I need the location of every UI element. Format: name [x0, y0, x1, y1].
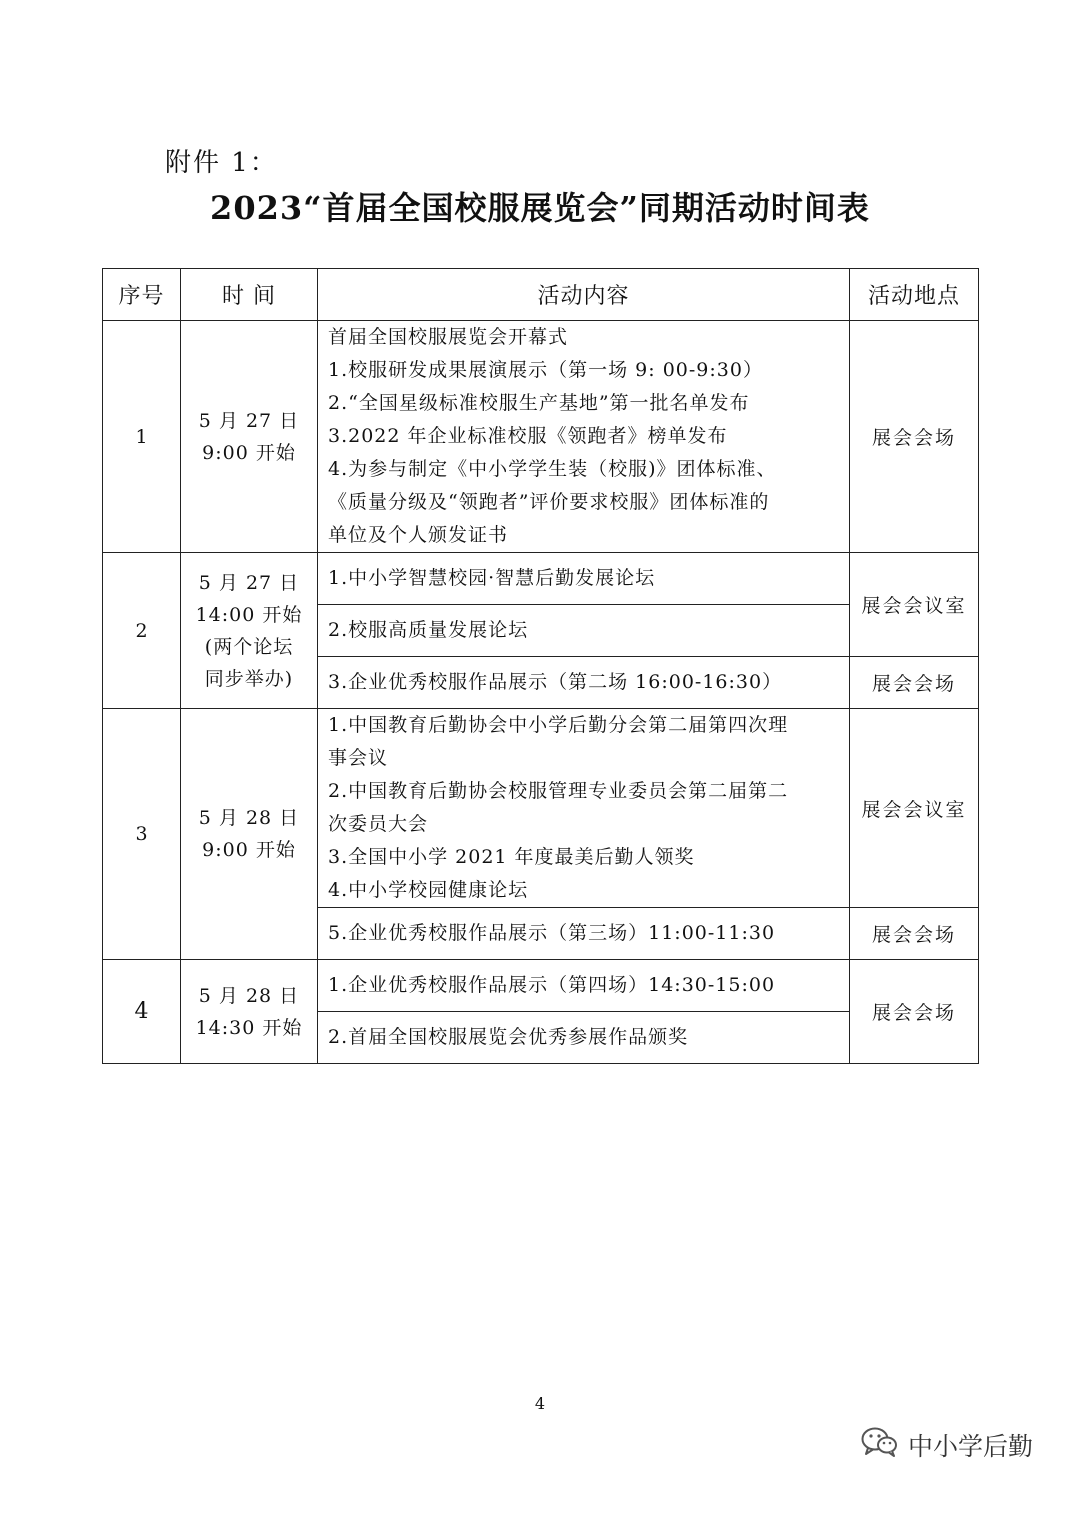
- activity-line: 4.为参与制定《中小学学生装（校服)》团体标准、: [328, 458, 777, 480]
- activity-line: 2.中国教育后勤协会校服管理专业委员会第二届第二: [328, 780, 789, 802]
- activity-line: 1.校服研发成果展演展示（第一场 9: 00-9:30）: [328, 359, 763, 381]
- place-cell: 展会会场: [850, 908, 979, 960]
- activity-cell: [318, 908, 850, 960]
- time-line: 同步举办): [204, 667, 294, 690]
- seq-cell: 3: [103, 709, 181, 960]
- attachment-label: 附件 1：: [165, 148, 278, 178]
- activity-line: 5.企业优秀校服作品展示（第三场）11:00-11:30: [328, 922, 776, 944]
- time-line: 14:30 开始: [195, 1016, 303, 1039]
- activity-cell: [318, 553, 850, 605]
- table-row: [103, 553, 979, 605]
- time-line: 5 月 28 日: [198, 984, 300, 1007]
- place-cell: 展会会议室: [850, 709, 979, 908]
- time-line: 5 月 27 日: [198, 409, 300, 432]
- place-cell: 展会会场: [850, 321, 979, 553]
- activity-line: 次委员大会: [328, 813, 429, 835]
- activity-line: 3.2022 年企业标准校服《领跑者》榜单发布: [328, 425, 728, 447]
- activity-cell: [318, 1012, 850, 1064]
- activity-line: 《质量分级及“领跑者”评价要求校服》团体标准的: [328, 491, 770, 513]
- table-row: [103, 709, 979, 908]
- time-line: 9:00 开始: [202, 839, 296, 861]
- time-line: 5 月 27 日: [198, 571, 300, 594]
- seq-cell: 1: [103, 321, 181, 553]
- activity-line: 2.校服高质量发展论坛: [328, 619, 529, 641]
- activity-schedule-table: [102, 268, 979, 1064]
- activity-cell: [318, 605, 850, 657]
- activity-cell: [318, 709, 850, 908]
- activity-cell: [318, 960, 850, 1012]
- activity-line: 3.企业优秀校服作品展示（第二场 16:00-16:30）: [328, 671, 783, 693]
- seq-cell: 4: [103, 960, 181, 1064]
- place-cell: 展会会场: [850, 657, 979, 709]
- time-line: 5 月 28 日: [198, 807, 300, 829]
- time-cell: [181, 960, 318, 1064]
- header-place: 活动地点: [850, 269, 979, 321]
- place-cell: 展会会议室: [850, 553, 979, 657]
- watermark: [860, 1425, 1033, 1465]
- activity-line: 单位及个人颁发证书: [328, 524, 509, 546]
- activity-line: 事会议: [328, 747, 389, 769]
- place-cell: 展会会场: [850, 960, 979, 1064]
- header-seq: 序号: [103, 269, 181, 321]
- activity-cell: [318, 657, 850, 709]
- wechat-icon: [860, 1425, 900, 1465]
- table-row: [103, 960, 979, 1012]
- time-cell: [181, 709, 318, 960]
- activity-line: 2.“全国星级标准校服生产基地”第一批名单发布: [328, 392, 750, 414]
- header-time: 时 间: [181, 269, 318, 321]
- time-cell: [181, 321, 318, 553]
- page-number: 4: [534, 1394, 546, 1413]
- watermark-text: 中小学后勤: [908, 1432, 1034, 1461]
- seq-cell: 2: [103, 553, 181, 709]
- time-line: (两个论坛: [204, 635, 294, 658]
- activity-line: 1.中小学智慧校园·智慧后勤发展论坛: [328, 567, 656, 589]
- activity-line: 2.首届全国校服展览会优秀参展作品颁奖: [328, 1026, 689, 1048]
- activity-line: 4.中小学校园健康论坛: [328, 879, 529, 901]
- activity-line: 首届全国校服展览会开幕式: [328, 326, 569, 348]
- document-title: 2023“首届全国校服展览会”同期活动时间表: [210, 189, 870, 227]
- activity-cell: [318, 321, 850, 553]
- time-line: 9:00 开始: [202, 441, 296, 464]
- time-cell: [181, 553, 318, 709]
- header-activity: 活动内容: [318, 269, 850, 321]
- activity-line: 3.全国中小学 2021 年度最美后勤人领奖: [328, 846, 695, 868]
- activity-line: 1.中国教育后勤协会中小学后勤分会第二届第四次理: [328, 714, 789, 736]
- table-header-row: [103, 269, 979, 321]
- activity-line: 1.企业优秀校服作品展示（第四场）14:30-15:00: [328, 974, 776, 996]
- table-row: [103, 321, 979, 553]
- time-line: 14:00 开始: [195, 603, 303, 626]
